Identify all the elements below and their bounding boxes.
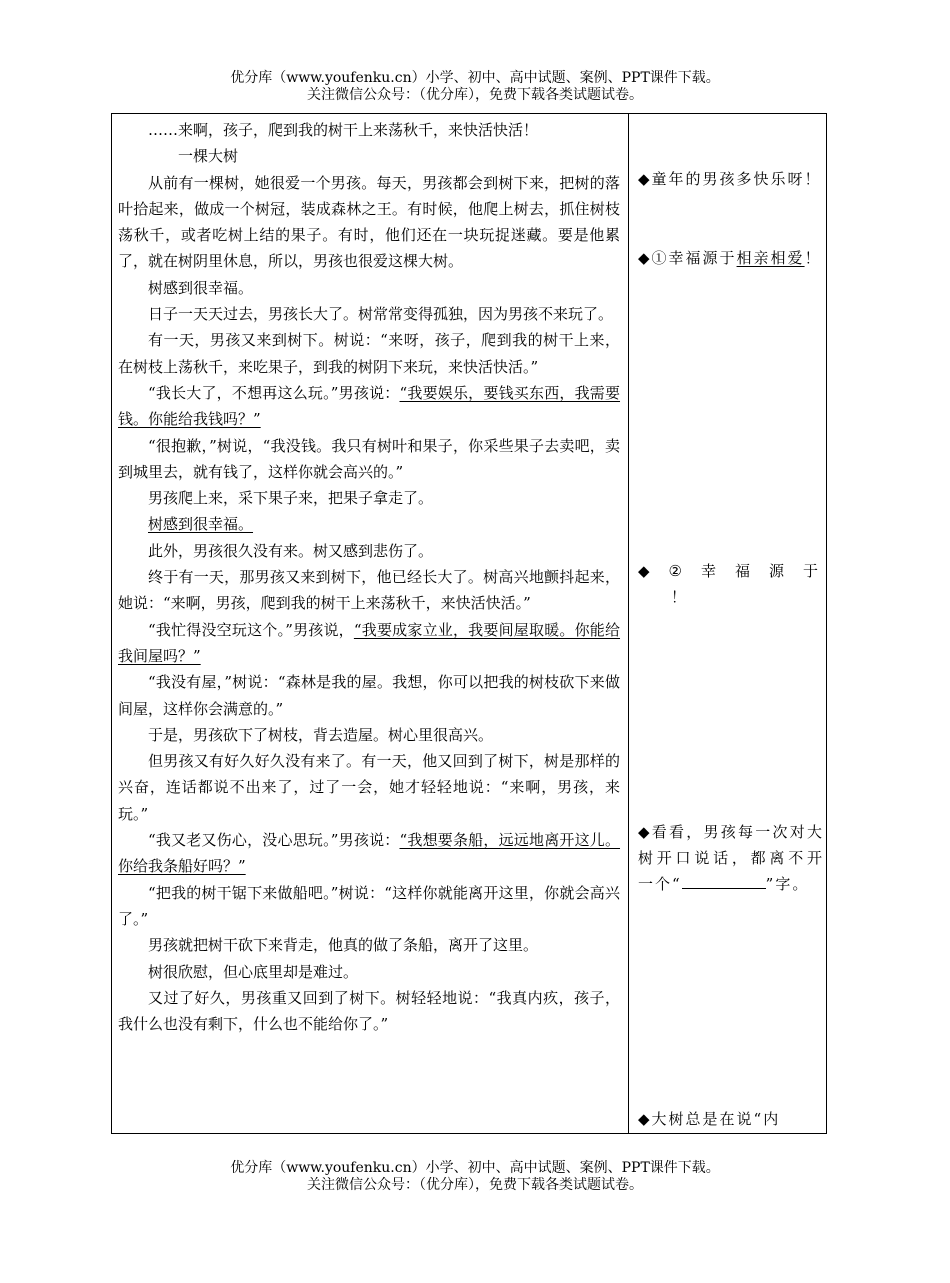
story-text: “我长大了，不想再这么玩。”男孩说：: [148, 383, 400, 402]
note-text: ◆①幸福源于: [638, 249, 737, 267]
margin-note-2: [638, 245, 824, 271]
note-char: 于: [802, 562, 820, 580]
note-text: ◆童年的男孩多快乐呀！: [638, 170, 822, 188]
story-paragraph: 从前有一棵树，她很爱一个男孩。每天，男孩都会到树下来，把树的落叶拾起来，做成一个树冠，装成森林之王。有时候，他爬上树去，抓住树枝荡秋千，或者吃树上结的果子。有时，他们还在一块玩捉迷藏。要是他累了，就在树阴里休息，所以，男孩也很爱这棵大树。: [118, 173, 620, 271]
story-paragraph: “我没有屋，”树说：“森林是我的屋。我想，你可以把我的树枝砍下来做间屋，这样你会满意的。”: [118, 673, 620, 718]
story-paragraph: 但男孩又有好久好久没有来了。有一天，他又回到了树下，树是那样的兴奋，连话都说不出来了，过了一会，她才轻轻地说：“来啊，男孩，来玩。”: [118, 752, 620, 823]
footer-line-2: 关注微信公众号：（优分库），免费下载各类试题试卷。: [307, 1177, 643, 1193]
story-paragraph: 此外，男孩很久没有来。树又感到悲伤了。: [148, 541, 434, 560]
margin-note-1: [638, 166, 824, 192]
story-paragraph: 于是，男孩砍下了树枝，背去造屋。树心里很高兴。: [148, 725, 494, 744]
story-text: “我忙得没空玩这个。”男孩说，: [148, 620, 354, 639]
story-paragraph: 男孩就把树干砍下来背走，他真的做了条船，离开了这里。: [148, 936, 539, 955]
story-paragraph: “很抱歉，”树说，“我没钱。我只有树叶和果子，你采些果子去卖吧，卖到城里去，就有钱了，这样你就会高兴的。”: [118, 436, 620, 481]
note-text: ”字。: [765, 875, 810, 893]
margin-note-5: [638, 1106, 824, 1132]
story-paragraph: 树很欣慰，但心底里却是难过。: [148, 962, 359, 981]
story-paragraph: 终于有一天，那男孩又来到树下，他已经长大了。树高兴地颤抖起来，她说：“来啊，男孩，爬到我的树干上来荡秋千，来快活快活。”: [118, 568, 620, 613]
story-text: “我又老又伤心，没心思玩。”男孩说：: [148, 831, 400, 850]
reading-table: [111, 113, 827, 1134]
note-text: ◆大树总是在说“内: [638, 1110, 781, 1128]
story-paragraph: 男孩爬上来，采下果子来，把果子拿走了。: [148, 489, 434, 508]
header-line-1: 优分库（www.youfenku.cn）小学、初中、高中试题、案例、PPT课件下载。: [230, 70, 720, 86]
note-char: 幸: [700, 562, 718, 580]
underlined-sentence: 树感到很幸福。: [148, 515, 254, 534]
note-spaced-line: [638, 558, 820, 584]
answer-underline: 相亲相爱: [736, 249, 805, 267]
margin-note-4: [638, 819, 824, 897]
note-char: 源: [768, 562, 786, 580]
story-paragraph: 日子一天天过去，男孩长大了。树常常变得孤独，因为男孩不来玩了。: [148, 305, 614, 324]
story-title: 一棵大树: [178, 147, 239, 166]
story-paragraph: [118, 617, 620, 670]
note-char: 福: [734, 562, 752, 580]
note-char: ②: [668, 562, 684, 580]
header-line-2: 关注微信公众号：（优分库），免费下载各类试题试卷。: [307, 87, 643, 103]
story-text-column: [118, 117, 620, 1037]
story-paragraph: 树感到很幸福。: [148, 278, 254, 297]
underlined-quote: “我想要条船，远远地离开这儿。你给我条船好吗？”: [118, 831, 621, 876]
page-footer: [0, 1160, 950, 1194]
fill-in-blank[interactable]: [682, 872, 766, 889]
note-text: ◆看看，男孩每一次对大树开口说话，都离不开一个“: [638, 823, 824, 893]
story-paragraph: [118, 380, 620, 433]
story-paragraph: [118, 827, 620, 880]
column-divider: [628, 114, 629, 1133]
note-text: ！: [671, 588, 689, 606]
story-paragraph: “把我的树干锯下来做船吧。”树说：“这样你就能离开这里，你就会高兴了。”: [118, 883, 620, 928]
underlined-quote: “我要成家立业，我要间屋取暖。你能给我间屋吗？”: [118, 620, 621, 665]
story-paragraph: 有一天，男孩又来到树下。树说：“来呀，孩子，爬到我的树干上来，在树枝上荡秋千，来吃果子，到我的树阴下来玩，来快活快活。”: [118, 331, 620, 376]
page-header: [0, 70, 950, 104]
footer-line-1: 优分库（www.youfenku.cn）小学、初中、高中试题、案例、PPT课件下载。: [230, 1160, 720, 1176]
note-text: ！: [804, 249, 822, 267]
story-intro: ……来啊，孩子，爬到我的树干上来荡秋千，来快活快活！: [148, 121, 539, 139]
note-char: ◆: [638, 562, 652, 580]
underlined-quote: “我要娱乐，要钱买东西，我需要钱。你能给我钱吗？”: [118, 383, 621, 429]
story-paragraph: [118, 511, 620, 537]
story-paragraph: 又过了好久，男孩重又回到了树下。树轻轻地说：“我真内疚，孩子，我什么也没有剩下，什么也不能给你了。”: [118, 988, 620, 1034]
margin-note-3: [638, 558, 824, 610]
